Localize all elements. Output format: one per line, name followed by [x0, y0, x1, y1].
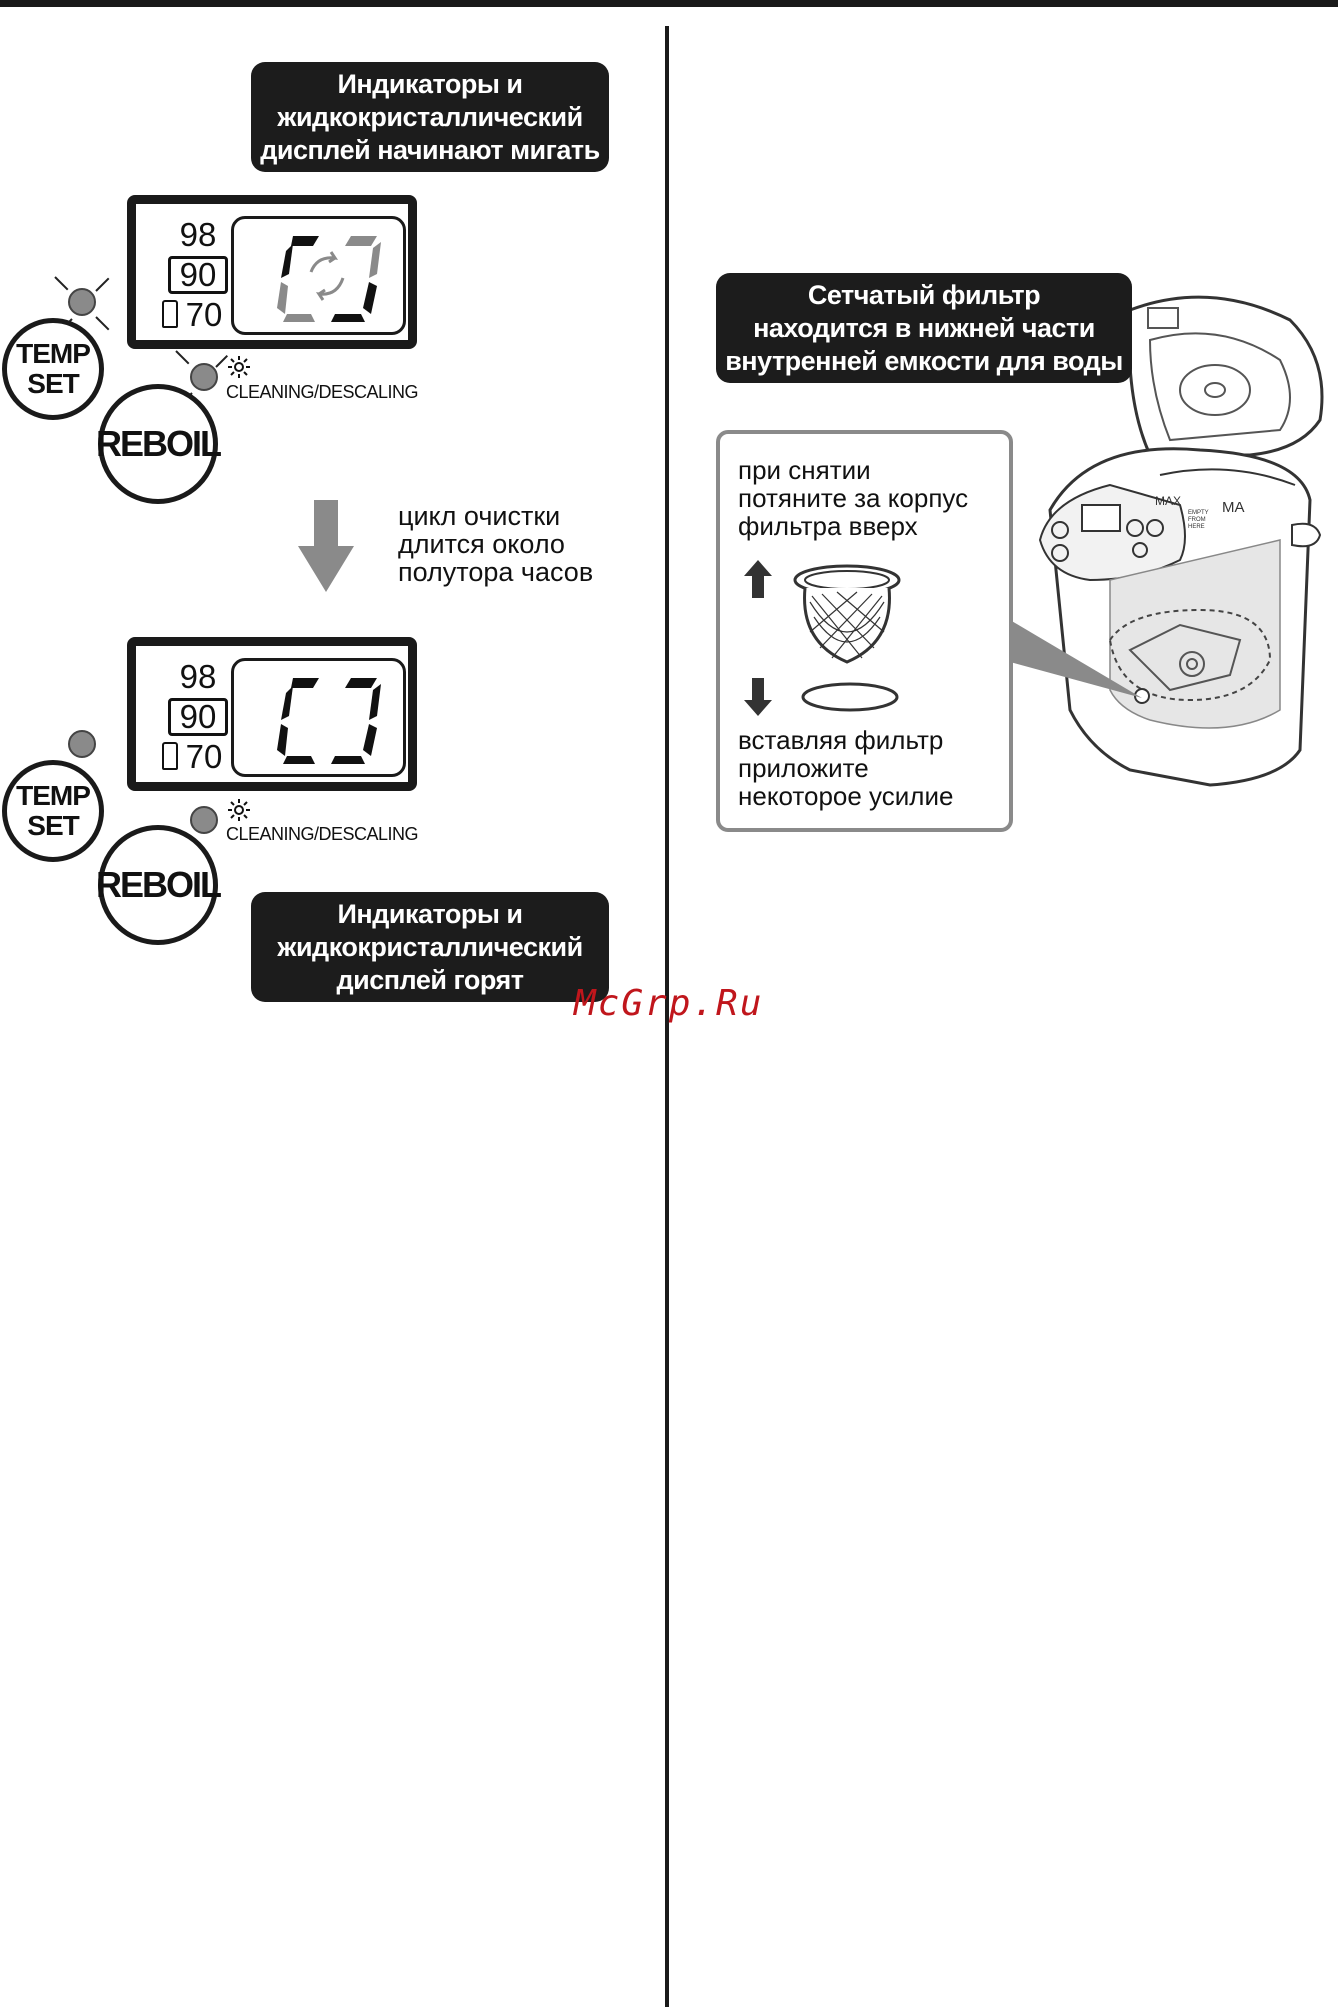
cleaning-descaling-label: CLEANING/DESCALING: [226, 824, 419, 844]
callout-line: Сетчатый фильтр: [807, 279, 1041, 310]
max-mark-left: MAX: [1155, 494, 1182, 508]
lcd-screen: [231, 216, 406, 335]
empty-mark: FROM: [1188, 517, 1206, 523]
sun-icon: [228, 799, 250, 821]
lcd-digits-blinking: [231, 216, 406, 335]
callout-line: дисплей горят: [336, 964, 524, 995]
temp-set-button[interactable]: TEMP SET: [2, 318, 104, 420]
callout-line: находится в нижней части: [753, 312, 1095, 343]
temperature-list: [168, 658, 228, 776]
lcd-digits-lit: [231, 658, 406, 777]
reboil-led-lit: [190, 806, 218, 834]
bottle-icon: [162, 300, 178, 328]
empty-mark: HERE: [1188, 524, 1205, 530]
callout-line: Индикаторы и: [337, 68, 523, 99]
blink-ray: [215, 355, 228, 368]
cleaning-descaling-label: CLEANING/DESCALING: [226, 382, 419, 402]
mesh-filter-icon: [792, 562, 902, 672]
temp-98: 98: [179, 216, 217, 253]
lcd-screen: [231, 658, 406, 777]
temperature-list: [168, 216, 228, 334]
temp-90-selected: 90: [168, 256, 228, 294]
max-mark-right: MA: [1222, 499, 1245, 516]
cycle-duration-note: цикл очистки длится около полутора часов: [398, 501, 594, 587]
reboil-button[interactable]: REBOIL: [98, 384, 218, 504]
filter-instruction-box: [716, 430, 1013, 832]
blink-ray: [54, 276, 68, 290]
callout-indicators-blink: [251, 62, 609, 172]
down-arrow-icon: [744, 678, 772, 716]
callout-line: жидкокристаллический: [277, 931, 583, 962]
down-arrow-icon: [296, 500, 356, 596]
leader-wedge: [1010, 610, 1150, 710]
temp-98: 98: [179, 658, 217, 695]
empty-mark: EMPTY: [1188, 510, 1209, 516]
blink-ray: [95, 316, 109, 330]
callout-line: Индикаторы и: [337, 898, 523, 929]
reboil-led-blinking: [190, 363, 218, 391]
callout-line: дисплей начинают мигать: [260, 134, 600, 165]
blink-ray: [175, 350, 189, 364]
remove-instructions: при снятии потяните за корпус фильтра вверх: [738, 455, 969, 541]
top-rule: [0, 0, 1338, 7]
temp-set-button[interactable]: TEMP SET: [2, 760, 104, 862]
temp-70: 70: [168, 296, 228, 334]
temp-90-selected: 90: [168, 698, 228, 736]
sun-icon: [228, 356, 250, 378]
reboil-button[interactable]: REBOIL: [98, 825, 218, 945]
insert-instructions: вставляя фильтр приложите некоторое усилие: [738, 725, 954, 811]
temp-set-led-blinking: [68, 288, 96, 316]
lcd-panel-lit: [127, 637, 417, 791]
lcd-panel-blinking: [127, 195, 417, 349]
blink-ray: [95, 278, 109, 292]
watermark: McGrp.Ru: [574, 983, 764, 1024]
callout-line: жидкокристаллический: [277, 101, 583, 132]
up-arrow-icon: [744, 560, 772, 598]
seal-ring-icon: [800, 681, 900, 715]
temp-set-led-lit: [68, 730, 96, 758]
callout-indicators-lit: [251, 892, 609, 1002]
temp-70: 70: [168, 738, 228, 776]
callout-line: внутренней емкости для воды: [725, 345, 1123, 376]
callout-filter-location: [716, 273, 1132, 383]
bottle-icon: [162, 742, 178, 770]
